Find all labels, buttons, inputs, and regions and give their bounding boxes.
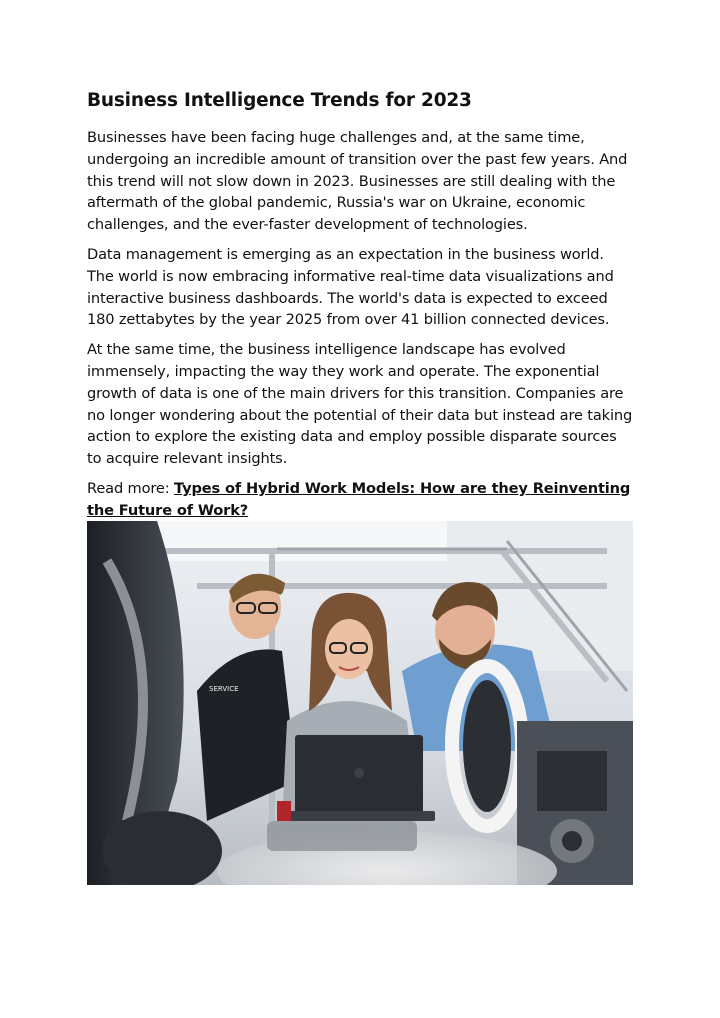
read-more-prefix: Read more:: [87, 479, 175, 497]
laptop: [285, 735, 435, 821]
article: [87, 86, 635, 522]
shirt-badge: SERVICE: [209, 685, 239, 693]
engineers-lab-photo: [87, 521, 633, 885]
paragraph-2: Data management is emerging as an expectation in the business world. The world is now embracing informative real-time data visualizations and interactive business dashboards. The world's data is expected to exceed 180 zettabytes by the year 2025 from over 41 billion connected devices.: [87, 245, 614, 329]
read-more: [87, 478, 635, 522]
article-photo: [87, 521, 633, 885]
read-more-link[interactable]: Types of Hybrid Work Models: How are they Reinventing the Future of Work?: [87, 479, 631, 519]
paragraph-3: At the same time, the business intelligence landscape has evolved immensely, impacting the way they work and operate. The exponential growth of data is one of the main drivers for this transition. Companies are no longer wondering about the potential of their data but instead are taking action to explore the existing data and employ possible disparate sources to acquire relevant insights.: [87, 341, 633, 468]
paragraph-1: Businesses have been facing huge challenges and, at the same time, undergoing an incredible amount of transition over the past few years. And this trend will not slow down in 2023. Businesses are still dealing with the aftermath of the global pandemic, Russia's war on Ukraine, economic challenges, and the ever-faster development of technologies.: [87, 129, 628, 234]
article-title: Business Intelligence Trends for 2023: [87, 90, 472, 111]
